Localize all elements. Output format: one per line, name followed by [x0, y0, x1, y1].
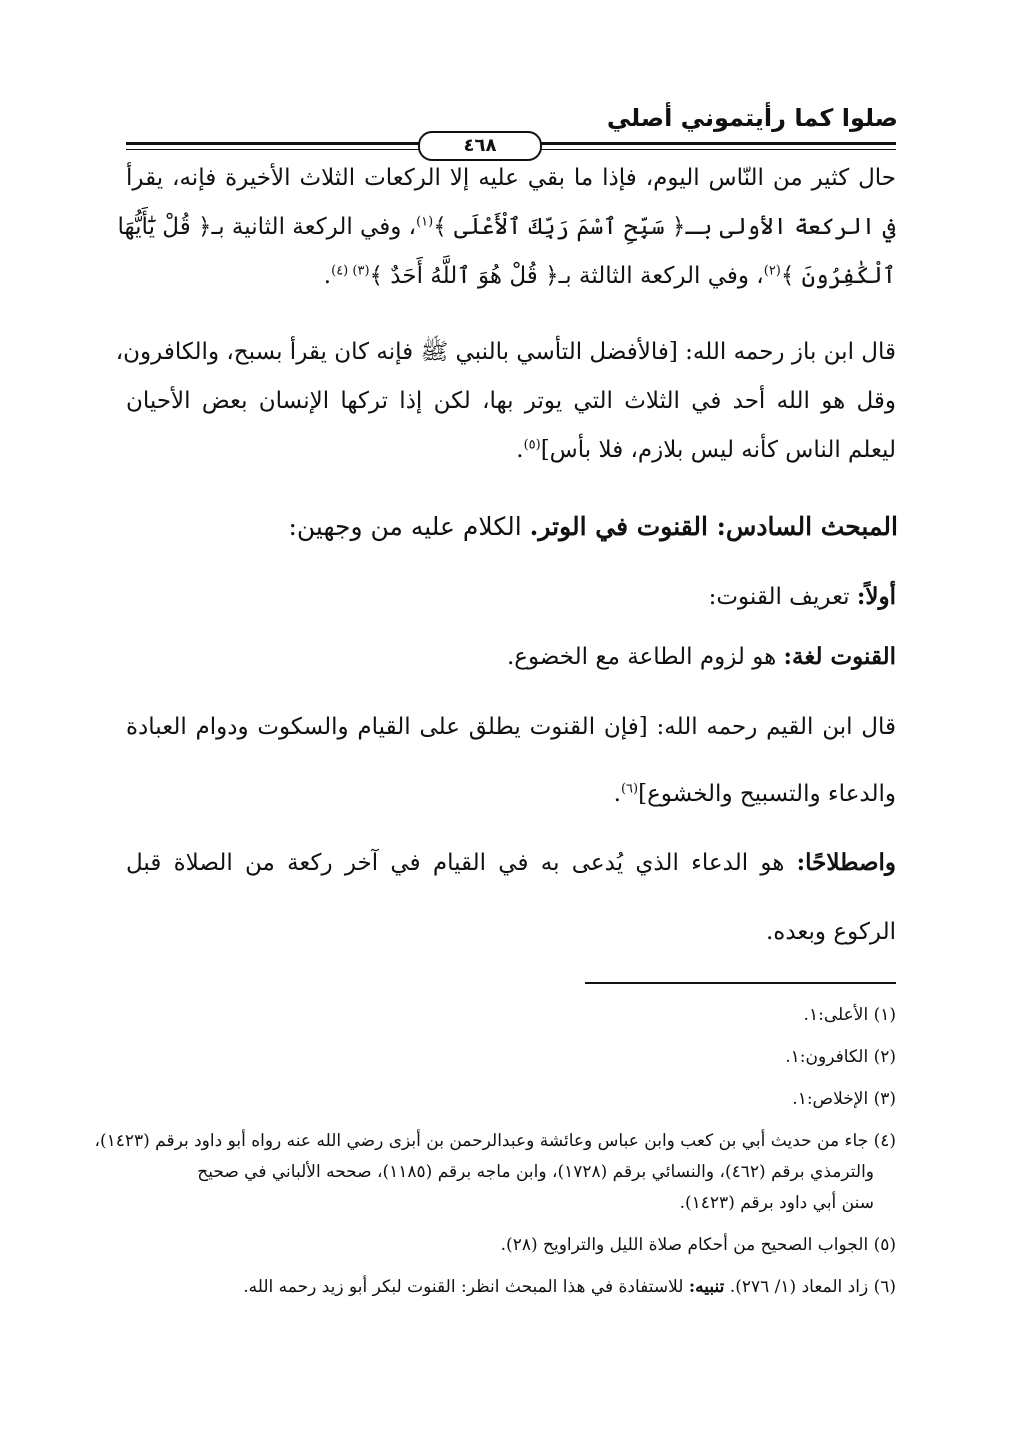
subheading-definition [126, 572, 896, 622]
heading-regular: الكلام عليه من وجهين: [288, 512, 530, 541]
page-number: ٤٦٨ [418, 131, 542, 161]
heading-bold: المبحث السادس: القنوت في الوتر. [529, 512, 898, 541]
footnote-line: سنن أبي داود برقم (١٤٢٣). [679, 1193, 874, 1213]
text-run: تعريف القنوت: [708, 584, 857, 610]
quran-verse: ﴿ قُلْ يَٰٓأَيُّهَا [117, 214, 212, 240]
text-line [126, 632, 896, 682]
footnote-ref: (٦) [620, 781, 639, 797]
footnote-item: (٥) الجواب الصحيح من أحكام صلاة الليل والتراويح (٢٨). [500, 1235, 896, 1255]
paragraph-witr-recitation [117, 154, 896, 301]
footnote-item: (١) الأعلى:١. [803, 1005, 896, 1025]
text-run: في الركعة الأولى بـ [685, 214, 896, 240]
text-line: قال ابن القيم رحمه الله: [فإن القنوت يطلق على القيام والسكوت ودوام العبادة [126, 714, 896, 740]
footnotes [94, 1000, 896, 1303]
text-line [126, 572, 896, 622]
quran-verse: ٱلْكَٰفِرُونَ ﴾ [780, 263, 896, 289]
footnote-ref: (١) [416, 214, 434, 230]
text-line: وقل هو الله أحد في الثلاث التي يوتر بها، لكن إذا تركها الإنسان بعض الأحيان [126, 388, 896, 414]
text-run: هو الدعاء الذي يُدعى به في القيام في آخر ركعة من الصلاة قبل [126, 850, 797, 876]
label: القنوت لغة: [783, 643, 896, 670]
text-line [126, 252, 896, 301]
text-line [117, 203, 896, 252]
paragraph-technical [126, 838, 896, 957]
footnote-line: (٤) جاء من حديث أبي بن كعب وابن عباس وعائشة وعبدالرحمن بن أبزى رضي الله عنه رواه أبو داود برقم (١٤٢٣)، [94, 1131, 896, 1151]
text-run: ، وفي الركعة الثانية بـ [211, 214, 417, 240]
text-line [126, 426, 896, 475]
text-line: قال ابن باز رحمه الله: [فالأفضل التأسي بالنبي ﷺ فإنه كان يقرأ بسبح، والكافرون، [115, 339, 896, 365]
label: واصطلاحًا: [796, 849, 896, 876]
footnote-item [126, 1272, 896, 1303]
text-line: الركوع وبعده. [766, 919, 896, 945]
label: أولاً: [856, 583, 896, 610]
footnote-ref: (٥) [523, 437, 541, 453]
text-run: ، وفي الركعة الثالثة بـ [558, 263, 764, 289]
text-run: . [613, 781, 621, 807]
footnote-ref: (٢) [763, 263, 781, 279]
text-line [126, 838, 896, 888]
label: تنبيه: [688, 1277, 725, 1297]
footnote-item: (٣) الإخلاص:١. [792, 1089, 896, 1109]
footnote-item [94, 1126, 896, 1219]
quran-verse: ﴿ قُلْ هُوَ ٱللَّهُ أَحَدٌ ﴾ [369, 263, 559, 289]
paragraph-linguistic [126, 632, 896, 682]
quran-verse: ﴿ سَبِّحِ ٱسْمَ رَبِّكَ ٱلْأَعْلَى ﴾ [433, 214, 686, 240]
text-run: والدعاء والتسبيح والخشوع] [638, 781, 896, 807]
text-run: . [516, 437, 524, 463]
text-run: للاستفادة في هذا المبحث انظر: القنوت لبكر أبو زيد رحمه الله. [243, 1277, 689, 1297]
footnote-item: (٢) الكافرون:١. [785, 1047, 896, 1067]
text-line [126, 770, 896, 819]
text-run: (٦) زاد المعاد (١/ ٢٧٦). [724, 1277, 896, 1297]
footnote-line: والترمذي برقم (٤٦٢)، والنسائي برقم (١٧٢٨)، وابن ماجه برقم (١١٨٥)، صححه الألباني في صحيح [197, 1162, 874, 1182]
paragraph-ibn-qayyim [126, 703, 896, 819]
text-run: ليعلم الناس كأنه ليس بلازم، فلا بأس] [540, 437, 896, 463]
text-run: هو لزوم الطاعة مع الخضوع. [506, 644, 784, 670]
footnote-ref: (٣) (٤) [331, 263, 370, 279]
text-run: . [323, 263, 332, 289]
section-heading [128, 512, 898, 541]
footnote-separator [585, 982, 896, 984]
paragraph-ibn-baz [115, 328, 896, 475]
running-title: صلوا كما رأيتموني أصلي [606, 104, 898, 132]
text-line: حال كثير من النّاس اليوم، فإذا ما بقي عليه إلا الركعات الثلاث الأخيرة فإنه، يقرأ [126, 165, 896, 191]
